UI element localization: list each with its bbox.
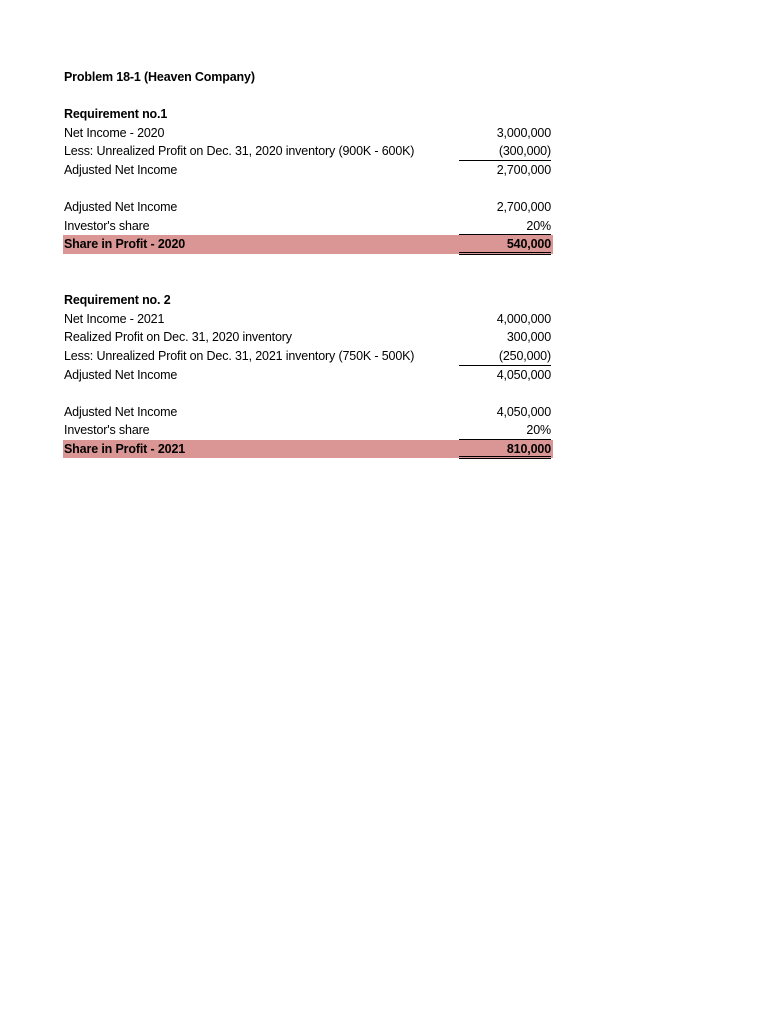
table-row <box>63 124 553 143</box>
table-row <box>63 421 553 440</box>
worksheet <box>63 68 553 458</box>
table-row <box>63 366 553 385</box>
row-label: Adjusted Net Income <box>64 162 178 177</box>
result-row-2020 <box>63 235 553 254</box>
table-row <box>63 310 553 329</box>
requirement-1-heading-row <box>63 105 553 124</box>
row-label: Investor's share <box>64 423 150 438</box>
requirement-1-heading: Requirement no.1 <box>64 107 168 122</box>
row-value: (300,000) <box>459 142 551 161</box>
blank-row <box>63 180 553 199</box>
result-label: Share in Profit - 2021 <box>64 441 186 456</box>
row-value: 20% <box>459 217 551 236</box>
table-row <box>63 198 553 217</box>
row-label: Net Income - 2021 <box>64 311 165 326</box>
requirement-2-heading-row <box>63 291 553 310</box>
row-label: Adjusted Net Income <box>64 200 178 215</box>
row-value: 300,000 <box>506 330 551 345</box>
problem-title: Problem 18-1 (Heaven Company) <box>64 70 255 84</box>
row-value: 4,050,000 <box>496 367 551 382</box>
table-row <box>63 217 553 236</box>
blank-row <box>63 254 553 273</box>
blank-row <box>63 273 553 292</box>
row-value: 2,700,000 <box>496 200 551 215</box>
table-row <box>63 142 553 161</box>
row-value: 4,000,000 <box>496 311 551 326</box>
result-label: Share in Profit - 2020 <box>64 237 186 252</box>
blank-row <box>63 87 553 106</box>
table-row <box>63 347 553 366</box>
requirement-2-heading: Requirement no. 2 <box>64 293 171 308</box>
table-row <box>63 328 553 347</box>
row-value: 2,700,000 <box>496 162 551 177</box>
row-value: 3,000,000 <box>496 125 551 140</box>
problem-title-row <box>63 68 553 87</box>
row-label: Realized Profit on Dec. 31, 2020 inventory <box>64 330 292 345</box>
row-label: Investor's share <box>64 218 150 233</box>
row-value: 4,050,000 <box>496 404 551 419</box>
row-value: (250,000) <box>459 347 551 366</box>
result-value: 540,000 <box>459 235 551 255</box>
row-label: Less: Unrealized Profit on Dec. 31, 2020 inventory (900K - 600K) <box>64 144 415 159</box>
blank-row <box>63 384 553 403</box>
row-label: Adjusted Net Income <box>64 404 178 419</box>
row-value: 20% <box>459 421 551 440</box>
row-label: Net Income - 2020 <box>64 125 165 140</box>
table-row <box>63 403 553 422</box>
result-row-2021 <box>63 440 553 459</box>
row-label: Adjusted Net Income <box>64 367 178 382</box>
result-value: 810,000 <box>459 440 551 460</box>
table-row <box>63 161 553 180</box>
row-label: Less: Unrealized Profit on Dec. 31, 2021 inventory (750K - 500K) <box>64 348 415 363</box>
